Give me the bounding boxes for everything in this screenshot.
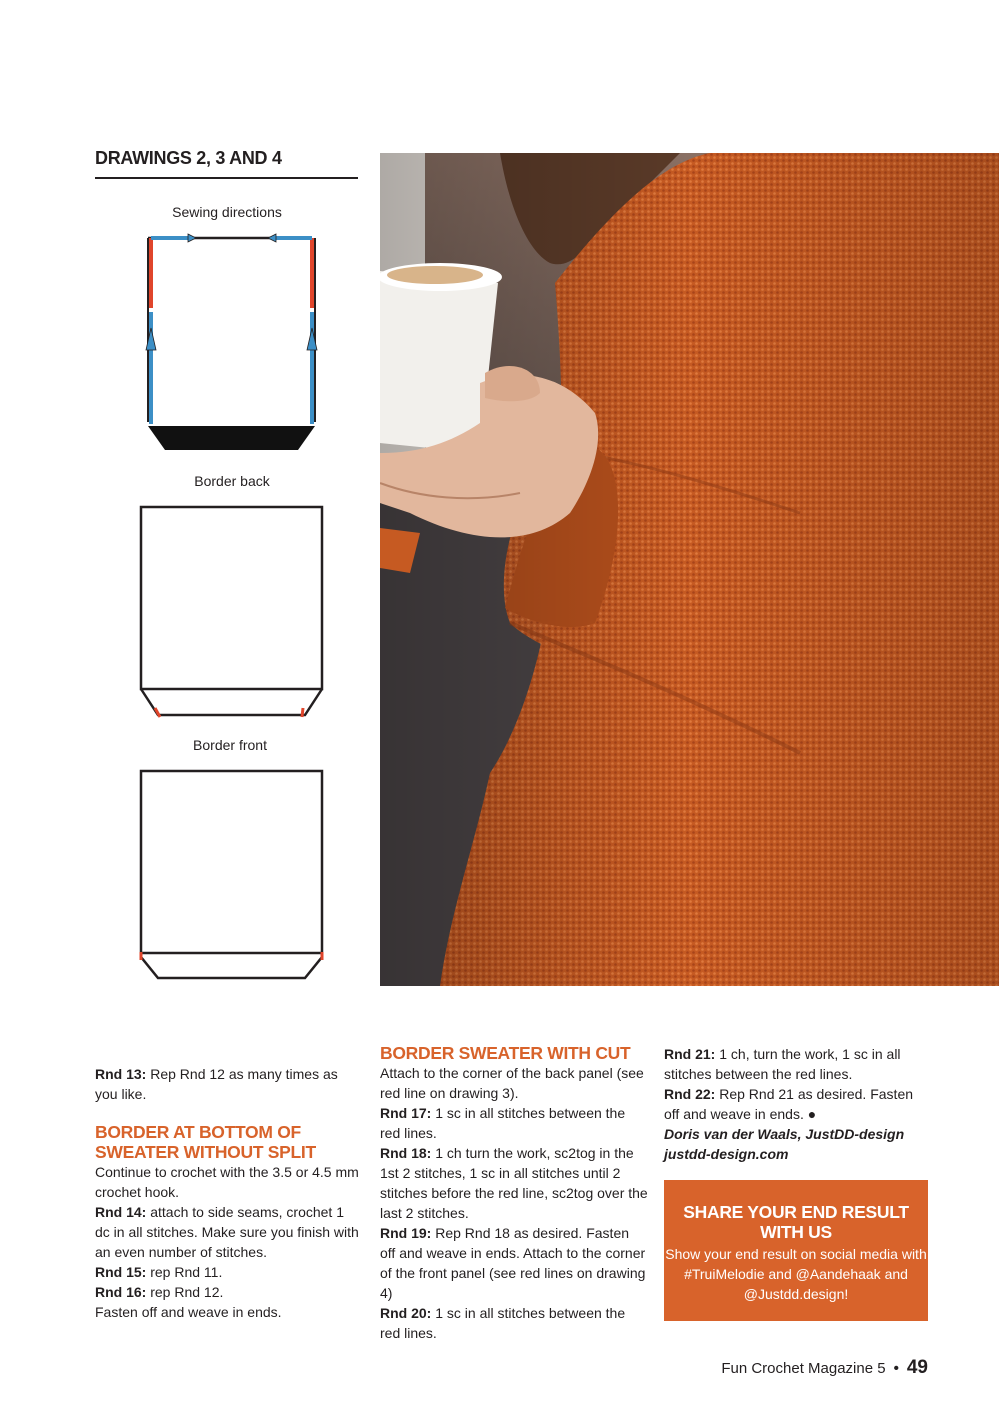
rnd20-paragraph — [380, 1303, 648, 1343]
drawings-heading: DRAWINGS 2, 3 AND 4 — [95, 148, 358, 179]
border-cut-intro: Attach to the corner of the back panel (see red line on drawing 3). — [380, 1065, 644, 1101]
sweater-photo-illustration — [380, 153, 999, 986]
rnd13-label: Rnd 13: — [95, 1066, 147, 1082]
sewing-directions-drawing — [140, 232, 325, 452]
rnd15-paragraph — [95, 1262, 360, 1282]
rnd22-text: Rep Rnd 21 as desired. Fasten off and weave in ends. ● — [664, 1086, 914, 1122]
rnd19-paragraph — [380, 1223, 648, 1303]
border-back-caption: Border back — [194, 473, 270, 489]
rnd22-paragraph — [664, 1084, 932, 1124]
border-front-drawing — [140, 770, 325, 982]
rnd20-label: Rnd 20: — [380, 1305, 432, 1321]
border-cut-section-title: BORDER SWEATER WITH CUT — [380, 1043, 631, 1063]
designer-signature: Doris van der Waals, JustDD-design — [664, 1126, 905, 1142]
border-bottom-intro: Continue to crochet with the 3.5 or 4.5 mm crochet hook. — [95, 1164, 359, 1200]
rnd22-label: Rnd 22: — [664, 1086, 716, 1102]
magazine-name: Fun Crochet Magazine 5 — [721, 1360, 886, 1377]
rnd13-paragraph — [95, 1064, 360, 1104]
rnd16-label: Rnd 16: — [95, 1284, 147, 1300]
rnd17-paragraph — [380, 1103, 648, 1143]
footer-bullet: • — [893, 1360, 899, 1377]
fasten-off-text: Fasten off and weave in ends. — [95, 1304, 282, 1320]
rnd14-text: attach to side seams, crochet 1 dc in all stitches. Make sure you finish with an even number of stitches. — [95, 1204, 359, 1260]
rnd21-paragraph — [664, 1044, 932, 1084]
rnd18-text: 1 ch turn the work, sc2tog in the 1st 2 stitches, 1 sc in all stitches until 2 stitches before the red line, sc2tog over the last 2 stitches. — [380, 1145, 648, 1221]
rnd18-paragraph — [380, 1143, 648, 1223]
rnd17-text: 1 sc in all stitches between the red lines. — [380, 1105, 626, 1141]
rnd15-text: rep Rnd 11. — [146, 1264, 223, 1280]
page-footer — [721, 1356, 928, 1381]
rnd19-text: Rep Rnd 18 as desired. Fasten off and weave in ends. Attach to the corner of the front panel (see red lines on drawing 4) — [380, 1225, 646, 1301]
rnd16-text: rep Rnd 12. — [146, 1284, 224, 1300]
rnd14-label: Rnd 14: — [95, 1204, 147, 1220]
text-column-1 — [95, 1064, 360, 1322]
designer-website: justdd-design.com — [664, 1146, 789, 1162]
rnd20-text: 1 sc in all stitches between the red lines. — [380, 1305, 626, 1341]
rnd14-paragraph — [95, 1202, 360, 1262]
rnd21-text: 1 ch, turn the work, 1 sc in all stitches between the red lines. — [664, 1046, 901, 1082]
rnd15-label: Rnd 15: — [95, 1264, 147, 1280]
rnd18-label: Rnd 18: — [380, 1145, 432, 1161]
border-front-caption: Border front — [193, 737, 267, 753]
border-back-drawing — [140, 506, 325, 718]
rnd21-label: Rnd 21: — [664, 1046, 716, 1062]
border-bottom-section-title: BORDER AT BOTTOM OF SWEATER WITHOUT SPLIT — [95, 1122, 316, 1162]
rnd16-paragraph — [95, 1282, 360, 1302]
sewing-directions-caption: Sewing directions — [172, 204, 282, 220]
text-column-3 — [664, 1044, 932, 1164]
share-result-text: Show your end result on social media with #TruiMelodie and @Aandehaak and @Justdd.design! — [665, 1246, 927, 1302]
page-number: 49 — [906, 1357, 928, 1378]
rnd19-label: Rnd 19: — [380, 1225, 432, 1241]
share-result-title: SHARE YOUR END RESULT WITH US — [683, 1202, 909, 1242]
rnd17-label: Rnd 17: — [380, 1105, 432, 1121]
share-result-box — [664, 1180, 928, 1321]
sweater-photo — [380, 153, 999, 986]
rnd13-text: Rep Rnd 12 as many times as you like. — [95, 1066, 338, 1102]
text-column-2 — [380, 1043, 648, 1343]
